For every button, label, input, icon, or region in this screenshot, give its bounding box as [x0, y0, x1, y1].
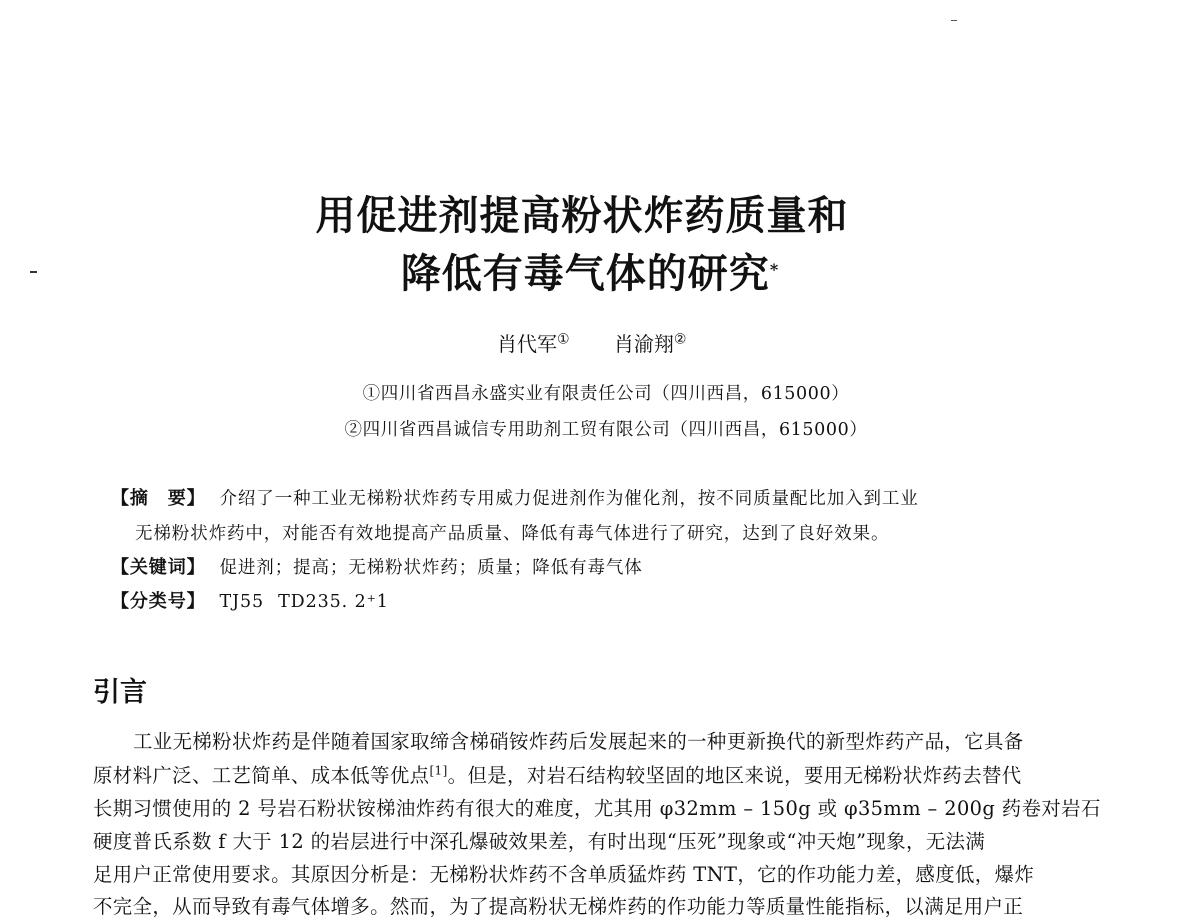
abstract-label: 【摘 要】 — [111, 488, 206, 509]
keywords-text: 促进剂；提高；无梯粉状炸药；质量；降低有毒气体 — [219, 558, 643, 578]
body-text-line: 足用户正常使用要求。其原因分析是：无梯粉状炸药不含单质猛炸药 TNT，它的作功能力差，感度低，爆炸 — [93, 863, 1035, 886]
author-line — [497, 328, 686, 357]
abstract-line-1: 【摘 要】 介绍了一种工业无梯粉状炸药专用威力促进剂作为催化剂，按不同质量配比加入到工业 — [111, 488, 919, 509]
author-name: 肖渝翔 — [613, 332, 674, 356]
paper-title-line-2: 降低有毒气体的研究* — [400, 250, 780, 297]
body-text-line: 工业无梯粉状炸药是伴随着国家取缔含梯硝铵炸药后发展起来的一种更新换代的新型炸药产品，它具备 — [133, 730, 1024, 753]
affiliation-mark: ② — [673, 331, 687, 348]
citation-ref: [1] — [429, 763, 448, 778]
classification-code: TJ55 — [219, 592, 265, 612]
classification — [111, 587, 389, 613]
classification-label: 【分类号】 — [111, 591, 206, 612]
scan-mark — [951, 20, 957, 21]
body-text-line: 原材料广泛、工艺简单、成本低等优点[1]。但是，对岩石结构较坚固的地区来说，要用无梯粉状炸药去替代 — [93, 763, 1022, 787]
body-text-line: 硬度普氏系数 f 大于 12 的岩层进行中深孔爆破效果差，有时出现“压死”现象或“冲天炮”现象，无法满 — [93, 830, 986, 853]
body-text-line: 长期习惯使用的 2 号岩石粉状铵梯油炸药有很大的难度，尤其用 φ32mm – 150g 或 φ35mm – 200g 药卷对岩石 — [93, 797, 1101, 820]
affiliation-mark: ① — [557, 331, 570, 348]
affiliation-2: ②四川省西昌诚信专用助剂工贸有限公司（四川西昌，615000） — [344, 420, 868, 440]
affiliation-1: ①四川省西昌永盛实业有限责任公司（四川西昌，615000） — [362, 384, 850, 404]
section-heading: 引言 — [93, 677, 147, 708]
keywords-label: 【关键词】 — [111, 557, 206, 578]
paper-title-line-1: 用促进剂提高粉状炸药质量和 — [315, 192, 849, 239]
title-footnote-mark: * — [769, 260, 780, 279]
abstract-line-2: 无梯粉状炸药中，对能否有效地提高产品质量、降低有毒气体进行了研究，达到了良好效果。 — [135, 524, 890, 544]
classification-code: TD235. 2⁺1 — [278, 592, 389, 612]
author-name: 肖代军 — [497, 332, 557, 356]
keywords — [111, 553, 643, 579]
body-text-line: 不完全，从而导致有毒气体增多。然而，为了提高粉状无梯炸药的作功能力等质量性能指标，以满足用户正 — [93, 895, 1024, 918]
